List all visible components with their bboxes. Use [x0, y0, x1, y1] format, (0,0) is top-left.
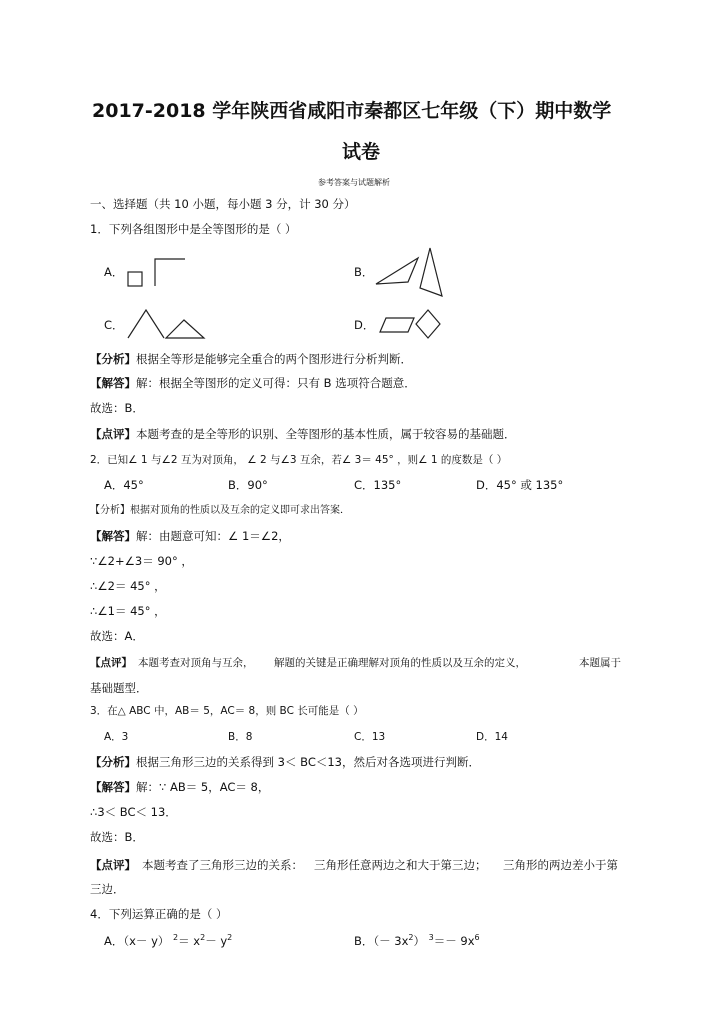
q4-option-a: A．（x－ y） $^2= x^2- y^2$: [104, 933, 233, 948]
q2-option-b: B．90°: [228, 478, 268, 492]
q3-answer: 故选：B．: [90, 830, 144, 844]
document-title-line1: 2017-2018 学年陕西省咸阳市秦都区七年级（下）期中数学: [92, 100, 612, 122]
q2-stem: 2．已知∠ 1 与∠2 互为对顶角， ∠ 2 与∠3 互余，若∠ 3＝ 45° ，则∠ 1 的度数是（ ）: [90, 454, 508, 466]
document-subtitle: 参考答案与试题解析: [318, 178, 390, 187]
q2-comment: 【点评】 本题考查对顶角与互余，: [90, 657, 254, 669]
q3-comment-line2: 三边．: [90, 882, 125, 896]
q1-option-b-figure: [372, 246, 448, 298]
q3-stem: 3．在△ ABC 中，AB＝ 5，AC＝ 8，则 BC 长可能是（ ）: [90, 705, 364, 717]
q4-stem: 4．下列运算正确的是（ ）: [90, 907, 228, 921]
q4-option-b: B．（－ $3x^2$） $^3=- 9x^6$: [354, 933, 480, 948]
q1-stem: 1．下列各组图形中是全等图形的是（ ）: [90, 222, 297, 236]
q1-comment: 【点评】本题考查的是全等形的识别、全等图形的基本性质，属于较容易的基础题．: [90, 427, 516, 441]
q2-step-1: ∵∠2+∠3＝ 90° ，: [90, 554, 193, 568]
q3-analysis: 【分析】根据三角形三边的关系得到 3＜ BC＜13，然后对各选项进行判断．: [90, 755, 480, 769]
q3-comment: 【点评】 本题考查了三角形三边的关系：: [90, 858, 303, 872]
q3-option-c: C．13: [354, 731, 386, 743]
q2-comment-part2: 解题的关键是正确理解对顶角的性质以及互余的定义，: [274, 657, 526, 669]
q1-option-d-figure: [372, 306, 444, 344]
q2-comment-line2: 基础题型．: [90, 681, 148, 695]
q3-option-d: D．14: [476, 731, 508, 743]
q1-option-a-label: A．: [104, 265, 124, 279]
q2-solution: 【解答】解：由题意可知：∠ 1＝∠2，: [90, 529, 290, 543]
q1-option-b-label: B．: [354, 265, 374, 279]
q1-option-d-label: D．: [354, 318, 375, 332]
q1-option-c-label: C．: [104, 318, 124, 332]
q1-solution: 【解答】解：根据全等图形的定义可得：只有 B 选项符合题意．: [90, 376, 416, 390]
q2-answer: 故选：A．: [90, 629, 144, 643]
q2-option-c: C．135°: [354, 478, 402, 492]
q3-option-a: A．3: [104, 731, 129, 743]
q3-comment-part2: 三角形任意两边之和大于第三边；: [314, 858, 487, 872]
q1-analysis: 【分析】根据全等形是能够完全重合的两个图形进行分析判断．: [90, 352, 412, 366]
q3-step-1: ∴3＜ BC＜ 13．: [90, 805, 177, 819]
q1-answer: 故选：B．: [90, 401, 144, 415]
q3-comment-part3: 三角形的两边差小于第: [503, 858, 618, 872]
section-heading: 一、选择题（共 10 小题，每小题 3 分，计 30 分）: [90, 197, 356, 211]
q1-option-a-figure: [125, 256, 195, 292]
q2-step-3: ∴∠1＝ 45° ，: [90, 604, 166, 618]
q3-option-b: B．8: [228, 731, 253, 743]
q1-option-c-figure: [126, 306, 208, 342]
q2-step-2: ∴∠2＝ 45° ，: [90, 579, 166, 593]
q2-analysis: 【分析】根据对顶角的性质以及互余的定义即可求出答案．: [90, 505, 350, 516]
q3-solution: 【解答】解：∵ AB＝ 5，AC＝ 8，: [90, 780, 270, 794]
q2-comment-part3: 本题属于: [579, 657, 621, 669]
document-title-line2: 试卷: [342, 141, 381, 163]
q2-option-d: D．45° 或 135°: [476, 478, 564, 492]
q2-option-a: A．45°: [104, 478, 144, 492]
